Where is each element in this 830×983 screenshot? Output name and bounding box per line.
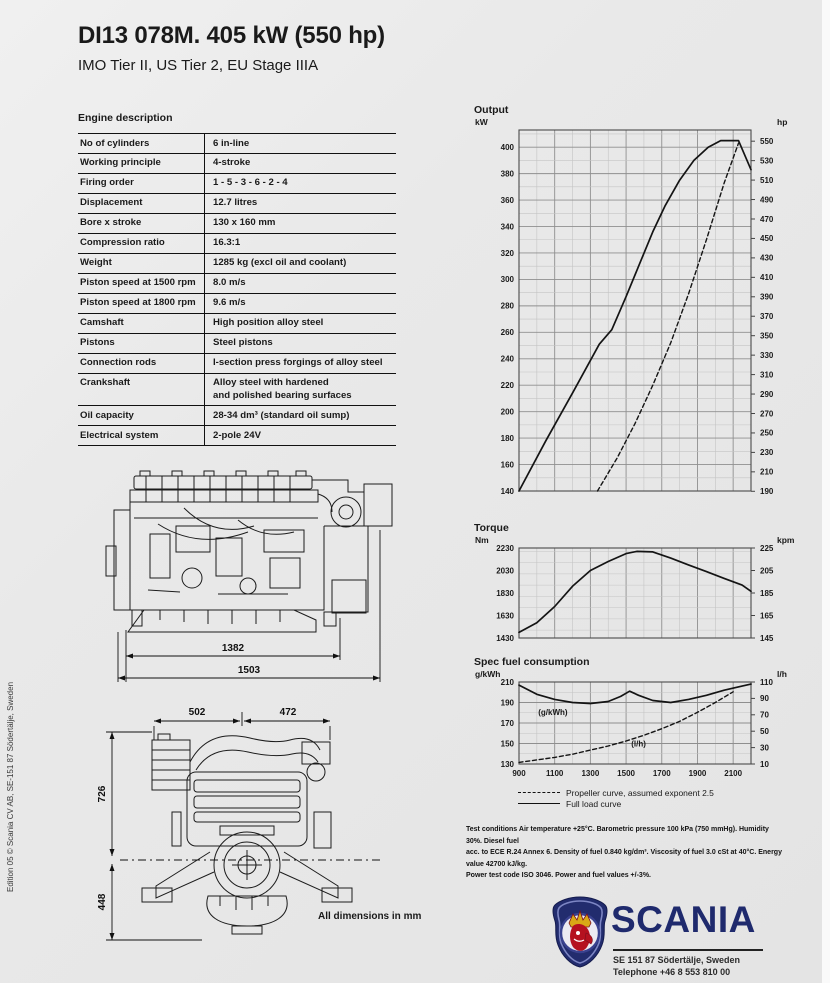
spec-label: No of cylinders [80,137,150,149]
svg-text:1300: 1300 [581,769,600,778]
table-row [78,214,396,234]
table-row [78,406,396,426]
spec-label: Displacement [80,197,143,209]
all-dimensions-note: All dimensions in mm [318,911,422,922]
table-row [78,134,396,154]
svg-text:165: 165 [760,611,774,621]
svg-text:360: 360 [500,195,514,205]
spec-value: 2-pole 24V [204,426,396,445]
svg-text:550: 550 [760,136,774,146]
legend-propeller-row [518,787,714,798]
svg-text:140: 140 [500,486,514,496]
chart-annotation: (l/h) [631,739,646,749]
edition-note: Edition 05 © Scania CV AB, SE-151 87 Södertälje, Sweden [6,681,15,892]
spec-label: Weight [80,257,112,269]
svg-text:225: 225 [760,543,774,553]
table-row [78,426,396,446]
svg-text:240: 240 [500,354,514,364]
svg-text:510: 510 [760,175,774,185]
svg-text:50: 50 [760,727,769,736]
svg-text:205: 205 [760,566,774,576]
front-view-dim-left-upper: 726 [97,785,108,803]
svg-text:290: 290 [760,389,774,399]
solid-line-sample [518,803,560,804]
footer-address: SE 151 87 Södertälje, Sweden [613,955,741,965]
spec-value: I-section press forgings of alloy steel [204,354,396,373]
svg-text:1100: 1100 [546,769,564,778]
svg-text:470: 470 [760,214,774,224]
engine-table [78,133,396,446]
svg-text:430: 430 [760,253,774,263]
svg-text:340: 340 [500,222,514,232]
page-subtitle: IMO Tier II, US Tier 2, EU Stage IIIA [78,57,319,74]
svg-text:10: 10 [760,759,769,769]
svg-text:1500: 1500 [617,769,635,778]
spec-value: 130 x 160 mm [204,214,396,233]
svg-text:330: 330 [760,350,774,360]
svg-text:220: 220 [500,381,514,391]
table-row [78,254,396,274]
chart-legend [518,787,714,809]
scania-wordmark: SCANIA [611,899,756,940]
test-conditions-line: acc. to ECE R.24 Annex 6. Density of fuel 0.840 kg/dm³. Viscosity of fuel 3.0 cSt at 40°C. Energy value 42700 kJ/kg. [466,849,782,868]
svg-text:490: 490 [760,195,774,205]
spec-label: Bore x stroke [80,217,142,229]
svg-text:300: 300 [500,275,514,285]
spec-label: Compression ratio [80,237,165,249]
spec-label: Working principle [80,157,161,169]
table-row [78,354,396,374]
output-chart [473,116,808,501]
svg-text:390: 390 [760,292,774,302]
table-row [78,314,396,334]
svg-text:kpm: kpm [777,535,795,545]
spec-label: Piston speed at 1800 rpm [80,297,196,309]
svg-text:210: 210 [760,467,774,477]
test-conditions [466,824,782,882]
svg-text:130: 130 [500,759,514,769]
fuel-chart [473,668,808,790]
spec-label: Pistons [80,337,115,349]
footer-phone: Telephone +46 8 553 810 00 [613,967,731,977]
svg-text:90: 90 [760,694,769,704]
spec-value: 12.7 litres [204,194,396,213]
svg-text:1700: 1700 [652,769,671,778]
propeller-curve-assumed-exponent-2-5 [598,143,739,491]
svg-text:320: 320 [500,248,514,258]
full-load-torque [519,551,751,632]
table-row [78,334,396,354]
svg-text:kW: kW [475,117,488,127]
svg-text:410: 410 [760,273,774,283]
front-view-dim-top-right: 472 [279,707,297,718]
table-row [78,294,396,314]
spec-value: 6 in-line [204,134,396,153]
svg-text:170: 170 [500,718,514,728]
svg-text:270: 270 [760,409,774,419]
svg-text:1630: 1630 [496,611,514,621]
spec-label: Crankshaft [80,377,131,389]
fuel-chart-title: Spec fuel consumption [474,656,590,668]
spec-value: 1285 kg (excl oil and coolant) [204,254,396,273]
svg-text:200: 200 [500,407,514,417]
spec-label: Piston speed at 1500 rpm [80,277,196,289]
svg-text:210: 210 [500,677,514,687]
spec-value: Steel pistons [204,334,396,353]
svg-text:450: 450 [760,234,774,244]
spec-value: 9.6 m/s [204,294,396,313]
svg-text:900: 900 [512,769,526,778]
svg-text:260: 260 [500,328,514,338]
svg-text:Nm: Nm [475,535,489,545]
svg-text:2230: 2230 [496,543,514,553]
svg-text:70: 70 [760,710,769,720]
svg-text:250: 250 [760,428,774,438]
engine-side-view-drawing [88,460,408,698]
legend-full-load-label: Full load curve [566,798,622,809]
spec-value: 16.3:1 [204,234,396,253]
spec-fuel-consumption-g-kwh [519,684,751,703]
spec-label: Electrical system [80,429,159,441]
legend-propeller-label: Propeller curve, assumed exponent 2.5 [566,787,714,798]
spec-value: 4-stroke [204,154,396,173]
test-conditions-line: Power test code ISO 3046. Power and fuel values +/-3%. [466,872,651,879]
table-row [78,174,396,194]
svg-text:145: 145 [760,633,774,643]
table-row [78,154,396,174]
svg-text:160: 160 [500,460,514,470]
svg-text:190: 190 [500,698,514,708]
svg-text:110: 110 [760,677,773,687]
spec-value: 8.0 m/s [204,274,396,293]
svg-text:1430: 1430 [496,633,514,643]
svg-text:30: 30 [760,743,769,753]
svg-text:370: 370 [760,312,774,322]
svg-text:2100: 2100 [724,769,743,778]
spec-value: 28-34 dm³ (standard oil sump) [204,406,396,425]
svg-text:2030: 2030 [496,566,514,576]
chart-annotation: (g/kWh) [538,707,568,717]
svg-text:530: 530 [760,156,774,166]
table-row [78,374,396,406]
svg-text:400: 400 [500,142,514,152]
table-row [78,194,396,214]
page-title: DI13 078M. 405 kW (550 hp) [78,22,385,49]
svg-text:150: 150 [500,739,514,749]
svg-text:380: 380 [500,169,514,179]
svg-text:185: 185 [760,588,774,598]
svg-text:l/h: l/h [777,669,787,679]
svg-text:1900: 1900 [688,769,707,778]
svg-text:180: 180 [500,433,514,443]
table-row [78,274,396,294]
svg-text:230: 230 [760,448,774,458]
torque-chart-title: Torque [474,522,509,534]
scania-griffin-logo [551,894,609,970]
spec-label: Oil capacity [80,409,134,421]
spec-value: High position alloy steel [204,314,396,333]
spec-value: 1 - 5 - 3 - 6 - 2 - 4 [204,174,396,193]
svg-text:1830: 1830 [496,588,514,598]
spec-label: Firing order [80,177,134,189]
side-view-dim-outer: 1503 [237,665,261,676]
torque-chart [473,534,808,646]
svg-text:310: 310 [760,370,774,380]
svg-text:hp: hp [777,117,788,127]
dashed-line-sample [518,792,560,793]
spec-label: Connection rods [80,357,157,369]
test-conditions-line: Test conditions Air temperature +25°C. Barometric pressure 100 kPa (750 mmHg). Humidity 30%. Diesel fuel [466,826,769,845]
side-view-dim-inner: 1382 [221,643,245,654]
svg-text:280: 280 [500,301,514,311]
page-right-margin [822,0,830,983]
engine-description-heading: Engine description [78,112,173,124]
legend-full-load-row [518,798,714,809]
spec-label: Camshaft [80,317,124,329]
output-chart-title: Output [474,104,509,116]
footer-divider [613,949,763,951]
spec-value: Alloy steel with hardened and polished bearing surfaces [204,374,396,405]
svg-text:350: 350 [760,331,774,341]
front-view-dim-top-left: 502 [188,707,206,718]
front-view-dim-left-lower: 448 [97,893,108,911]
svg-text:g/kWh: g/kWh [475,669,501,679]
svg-text:190: 190 [760,487,774,497]
table-row [78,234,396,254]
